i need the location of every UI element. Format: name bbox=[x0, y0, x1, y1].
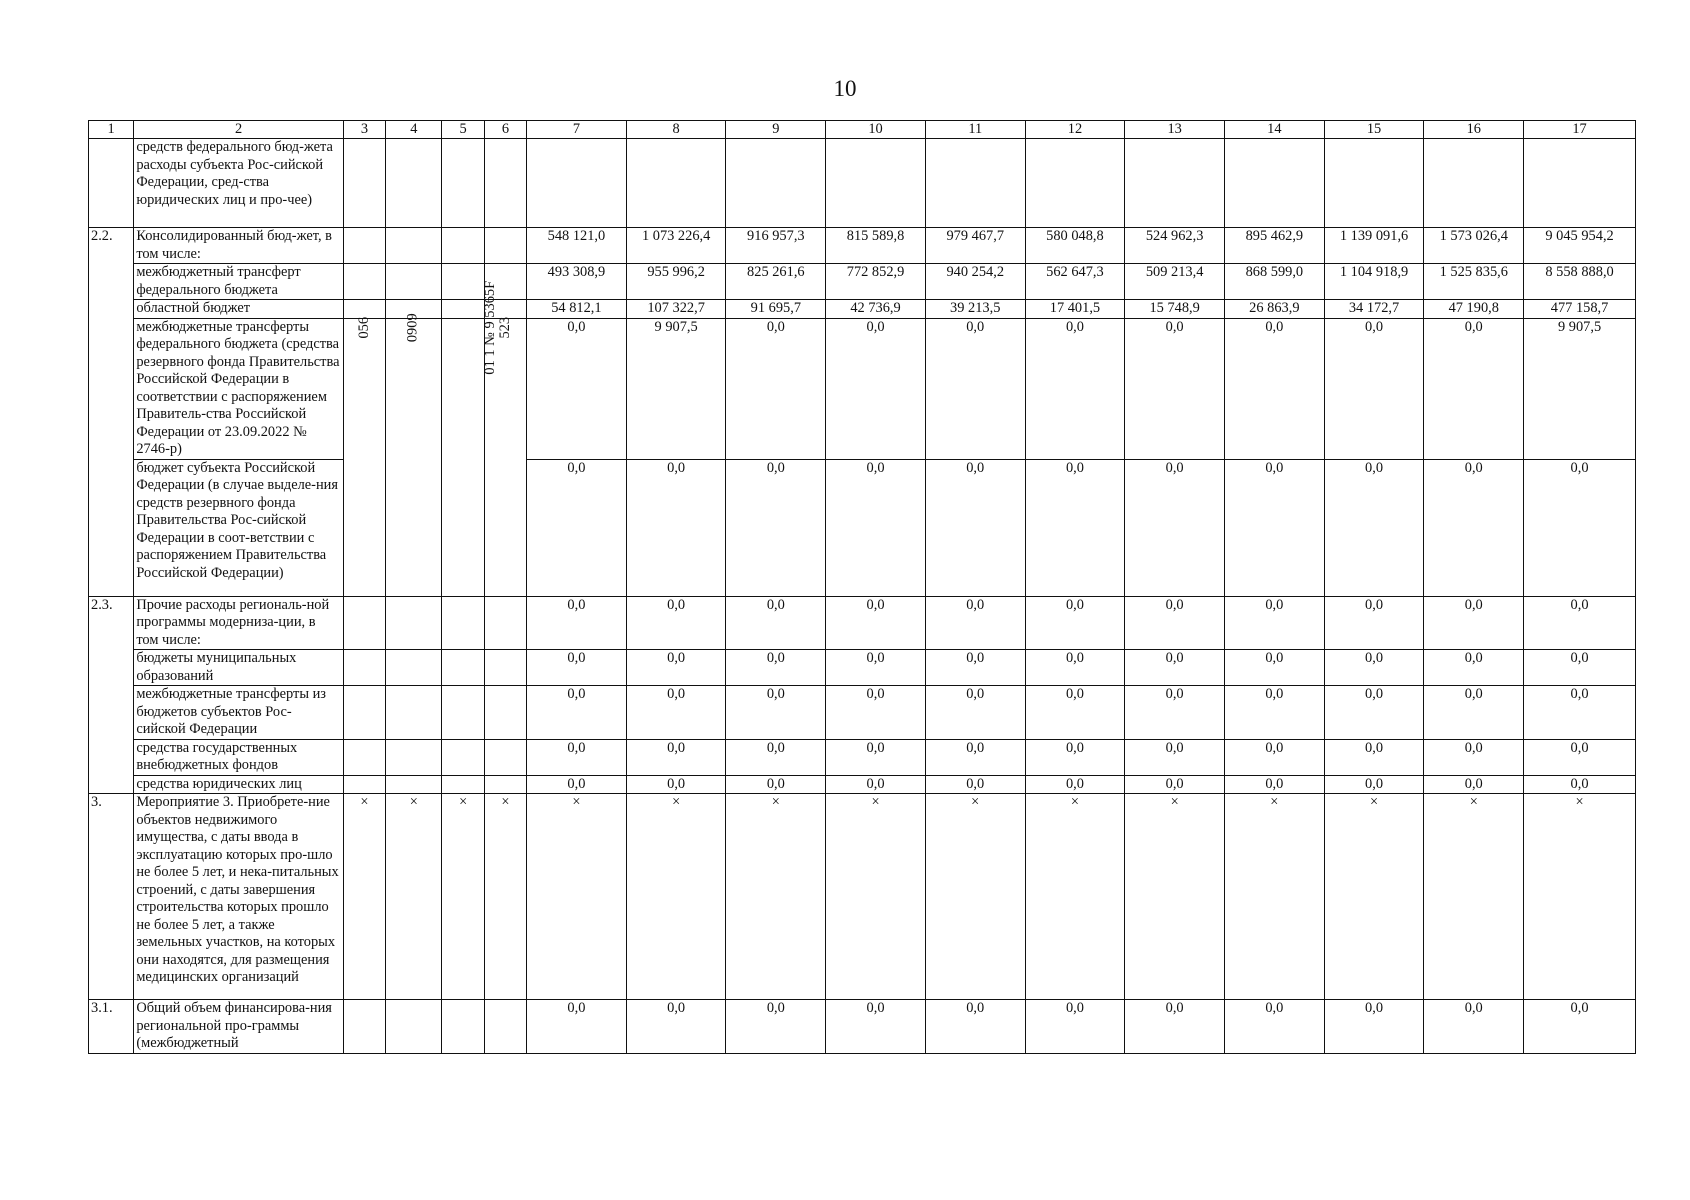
column-header-11: 11 bbox=[925, 121, 1025, 139]
value-cell: 0,0 bbox=[1424, 686, 1524, 740]
not-applicable-mark: × bbox=[1025, 794, 1125, 1000]
value-cell bbox=[1125, 139, 1225, 228]
value-cell: 107 322,7 bbox=[626, 300, 726, 319]
value-cell: 34 172,7 bbox=[1324, 300, 1424, 319]
code-text: 01 1 № 9 5365F bbox=[482, 280, 499, 375]
value-cell: 0,0 bbox=[1225, 739, 1325, 775]
value-cell: 0,0 bbox=[527, 686, 627, 740]
table-row bbox=[89, 794, 1636, 1000]
value-cell: 0,0 bbox=[1125, 650, 1225, 686]
value-cell: 47 190,8 bbox=[1424, 300, 1524, 319]
column-header-17: 17 bbox=[1524, 121, 1636, 139]
value-cell: 509 213,4 bbox=[1125, 264, 1225, 300]
empty-cell bbox=[386, 228, 442, 264]
value-cell: 0,0 bbox=[1225, 318, 1325, 459]
not-applicable-mark: × bbox=[1424, 794, 1524, 1000]
empty-cell bbox=[484, 139, 526, 228]
value-cell: 0,0 bbox=[726, 1000, 826, 1054]
table-body bbox=[89, 139, 1636, 1054]
value-cell: 1 073 226,4 bbox=[626, 228, 726, 264]
empty-cell bbox=[343, 596, 385, 650]
value-cell: 868 599,0 bbox=[1225, 264, 1325, 300]
value-cell: 0,0 bbox=[1524, 739, 1636, 775]
value-cell: 0,0 bbox=[726, 596, 826, 650]
not-applicable-mark: × bbox=[442, 794, 484, 1000]
value-cell: 0,0 bbox=[1225, 596, 1325, 650]
empty-cell bbox=[442, 300, 484, 319]
column-header-10: 10 bbox=[826, 121, 926, 139]
empty-cell bbox=[386, 686, 442, 740]
column-header-6: 6 bbox=[484, 121, 526, 139]
value-cell: 940 254,2 bbox=[925, 264, 1025, 300]
row-label: межбюджетные трансферты из бюджетов субъектов Рос-сийской Федерации bbox=[134, 686, 343, 740]
empty-cell bbox=[343, 139, 385, 228]
value-cell: 0,0 bbox=[626, 739, 726, 775]
value-cell: 0,0 bbox=[1125, 1000, 1225, 1054]
value-cell: 0,0 bbox=[826, 459, 926, 596]
value-cell bbox=[1424, 139, 1524, 228]
value-cell: 0,0 bbox=[1125, 318, 1225, 459]
value-cell: 477 158,7 bbox=[1524, 300, 1636, 319]
empty-cell bbox=[442, 775, 484, 794]
value-cell bbox=[1025, 139, 1125, 228]
column-header-3: 3 bbox=[343, 121, 385, 139]
value-cell: 0,0 bbox=[1424, 596, 1524, 650]
empty-cell bbox=[386, 139, 442, 228]
value-cell: 0,0 bbox=[1025, 650, 1125, 686]
value-cell bbox=[726, 139, 826, 228]
code-col3 bbox=[343, 318, 385, 596]
empty-cell bbox=[442, 264, 484, 300]
empty-cell bbox=[386, 264, 442, 300]
empty-cell bbox=[343, 775, 385, 794]
value-cell: 0,0 bbox=[1225, 775, 1325, 794]
empty-cell bbox=[484, 686, 526, 740]
empty-cell bbox=[343, 1000, 385, 1054]
value-cell: 0,0 bbox=[1424, 775, 1524, 794]
column-header-12: 12 bbox=[1025, 121, 1125, 139]
empty-cell bbox=[442, 596, 484, 650]
table-row bbox=[89, 1000, 1636, 1054]
row-label: межбюджетные трансферты федерального бюджета (средства резервного фонда Правительства Российской Федерации в соответствии с распоряжением Правитель-ства Российской Федерации от 23.09.2022 № 2746-р) bbox=[134, 318, 343, 459]
value-cell: 17 401,5 bbox=[1025, 300, 1125, 319]
value-cell: 524 962,3 bbox=[1125, 228, 1225, 264]
table-row bbox=[89, 300, 1636, 319]
not-applicable-mark: × bbox=[386, 794, 442, 1000]
value-cell: 0,0 bbox=[1524, 686, 1636, 740]
value-cell: 0,0 bbox=[527, 775, 627, 794]
value-cell: 0,0 bbox=[826, 650, 926, 686]
value-cell: 0,0 bbox=[925, 686, 1025, 740]
empty-cell bbox=[442, 739, 484, 775]
empty-cell bbox=[386, 596, 442, 650]
value-cell: 916 957,3 bbox=[726, 228, 826, 264]
value-cell: 0,0 bbox=[527, 739, 627, 775]
empty-cell bbox=[442, 139, 484, 228]
row-label: средства государственных внебюджетных фондов bbox=[134, 739, 343, 775]
empty-cell bbox=[343, 300, 385, 319]
not-applicable-mark: × bbox=[343, 794, 385, 1000]
value-cell: 0,0 bbox=[1225, 1000, 1325, 1054]
value-cell: 0,0 bbox=[925, 775, 1025, 794]
row-label: средств федерального бюд-жета расходы субъекта Рос-сийской Федерации, сред-ства юридических лиц и про-чее) bbox=[134, 139, 343, 228]
value-cell: 54 812,1 bbox=[527, 300, 627, 319]
value-cell: 0,0 bbox=[1324, 775, 1424, 794]
value-cell bbox=[1225, 139, 1325, 228]
value-cell: 0,0 bbox=[826, 318, 926, 459]
value-cell: 0,0 bbox=[826, 739, 926, 775]
row-label: Мероприятие 3. Приобрете-ние объектов недвижимого имущества, с даты ввода в эксплуатацию которых про-шло не более 5 лет, и нека-питальных строений, с даты завершения строительства которых прошло не более 5 лет, а также земельных участков, на которых они находятся, для размещения медицинских организаций bbox=[134, 794, 343, 1000]
empty-cell bbox=[386, 775, 442, 794]
value-cell: 0,0 bbox=[925, 739, 1025, 775]
value-cell: 0,0 bbox=[626, 459, 726, 596]
code-text: 0909 bbox=[405, 312, 422, 342]
value-cell: 8 558 888,0 bbox=[1524, 264, 1636, 300]
empty-cell bbox=[343, 264, 385, 300]
not-applicable-mark: × bbox=[726, 794, 826, 1000]
value-cell: 0,0 bbox=[1524, 1000, 1636, 1054]
row-label: бюджеты муниципальных образований bbox=[134, 650, 343, 686]
empty-cell bbox=[343, 686, 385, 740]
empty-cell bbox=[484, 596, 526, 650]
empty-cell bbox=[386, 1000, 442, 1054]
table-row bbox=[89, 596, 1636, 650]
value-cell: 0,0 bbox=[925, 1000, 1025, 1054]
page-number: 10 bbox=[833, 76, 857, 101]
value-cell: 0,0 bbox=[626, 596, 726, 650]
empty-cell bbox=[442, 650, 484, 686]
value-cell: 15 748,9 bbox=[1125, 300, 1225, 319]
row-label: средства юридических лиц bbox=[134, 775, 343, 794]
value-cell bbox=[1524, 139, 1636, 228]
value-cell: 0,0 bbox=[1225, 686, 1325, 740]
value-cell: 0,0 bbox=[1025, 318, 1125, 459]
table-row bbox=[89, 775, 1636, 794]
value-cell: 0,0 bbox=[1125, 596, 1225, 650]
value-cell bbox=[626, 139, 726, 228]
column-header-9: 9 bbox=[726, 121, 826, 139]
table-row bbox=[89, 228, 1636, 264]
column-header-13: 13 bbox=[1125, 121, 1225, 139]
value-cell: 0,0 bbox=[1025, 459, 1125, 596]
not-applicable-mark: × bbox=[1524, 794, 1636, 1000]
value-cell: 0,0 bbox=[1125, 739, 1225, 775]
value-cell: 9 907,5 bbox=[1524, 318, 1636, 459]
budget-table bbox=[88, 120, 1636, 1054]
value-cell: 0,0 bbox=[726, 318, 826, 459]
empty-cell bbox=[442, 1000, 484, 1054]
value-cell: 0,0 bbox=[527, 1000, 627, 1054]
empty-cell bbox=[343, 228, 385, 264]
value-cell: 0,0 bbox=[826, 775, 926, 794]
value-cell: 0,0 bbox=[1524, 459, 1636, 596]
not-applicable-mark: × bbox=[626, 794, 726, 1000]
empty-cell bbox=[484, 775, 526, 794]
value-cell: 0,0 bbox=[1324, 650, 1424, 686]
column-header-1: 1 bbox=[89, 121, 134, 139]
value-cell: 0,0 bbox=[527, 650, 627, 686]
value-cell: 0,0 bbox=[626, 686, 726, 740]
value-cell: 0,0 bbox=[1324, 686, 1424, 740]
row-label: Общий объем финансирова-ния региональной про-граммы (межбюджетный bbox=[134, 1000, 343, 1054]
not-applicable-mark: × bbox=[484, 794, 526, 1000]
row-label: межбюджетный трансферт федерального бюджета bbox=[134, 264, 343, 300]
not-applicable-mark: × bbox=[1125, 794, 1225, 1000]
value-cell: 0,0 bbox=[1324, 596, 1424, 650]
row-index bbox=[89, 139, 134, 228]
value-cell: 0,0 bbox=[1324, 318, 1424, 459]
value-cell: 1 573 026,4 bbox=[1424, 228, 1524, 264]
value-cell: 895 462,9 bbox=[1225, 228, 1325, 264]
value-cell: 0,0 bbox=[1324, 1000, 1424, 1054]
table-row bbox=[89, 739, 1636, 775]
value-cell: 0,0 bbox=[1424, 459, 1524, 596]
table-row bbox=[89, 264, 1636, 300]
empty-cell bbox=[343, 739, 385, 775]
column-header-2: 2 bbox=[134, 121, 343, 139]
value-cell: 0,0 bbox=[527, 318, 627, 459]
value-cell: 0,0 bbox=[1424, 650, 1524, 686]
column-header-4: 4 bbox=[386, 121, 442, 139]
value-cell: 1 139 091,6 bbox=[1324, 228, 1424, 264]
value-cell: 0,0 bbox=[925, 596, 1025, 650]
value-cell: 0,0 bbox=[626, 1000, 726, 1054]
value-cell: 0,0 bbox=[826, 596, 926, 650]
value-cell: 0,0 bbox=[1025, 686, 1125, 740]
value-cell: 0,0 bbox=[1424, 1000, 1524, 1054]
row-label: бюджет субъекта Российской Федерации (в случае выделе-ния средств резервного фонда Правительства Рос-сийской Федерации в соот-ветствии с распоряжением Правительства Российской Федерации) bbox=[134, 459, 343, 596]
table-row bbox=[89, 686, 1636, 740]
value-cell: 772 852,9 bbox=[826, 264, 926, 300]
value-cell: 0,0 bbox=[1424, 739, 1524, 775]
table-row bbox=[89, 318, 1636, 459]
value-cell: 0,0 bbox=[527, 459, 627, 596]
value-cell: 825 261,6 bbox=[726, 264, 826, 300]
table-row bbox=[89, 459, 1636, 596]
value-cell: 0,0 bbox=[1225, 459, 1325, 596]
value-cell: 0,0 bbox=[1424, 318, 1524, 459]
value-cell: 1 525 835,6 bbox=[1424, 264, 1524, 300]
value-cell: 0,0 bbox=[826, 686, 926, 740]
row-label: Прочие расходы региональ-ной программы модерниза-ции, в том числе: bbox=[134, 596, 343, 650]
not-applicable-mark: × bbox=[925, 794, 1025, 1000]
value-cell: 0,0 bbox=[1125, 686, 1225, 740]
value-cell: 0,0 bbox=[925, 459, 1025, 596]
column-header-14: 14 bbox=[1225, 121, 1325, 139]
value-cell: 91 695,7 bbox=[726, 300, 826, 319]
row-label: областной бюджет bbox=[134, 300, 343, 319]
value-cell: 0,0 bbox=[826, 1000, 926, 1054]
empty-cell bbox=[442, 228, 484, 264]
column-header-16: 16 bbox=[1424, 121, 1524, 139]
header-row bbox=[89, 121, 1636, 139]
value-cell: 0,0 bbox=[925, 650, 1025, 686]
column-header-8: 8 bbox=[626, 121, 726, 139]
not-applicable-mark: × bbox=[1225, 794, 1325, 1000]
value-cell: 0,0 bbox=[925, 318, 1025, 459]
value-cell: 0,0 bbox=[527, 596, 627, 650]
value-cell bbox=[527, 139, 627, 228]
value-cell: 0,0 bbox=[1225, 650, 1325, 686]
value-cell: 580 048,8 bbox=[1025, 228, 1125, 264]
empty-cell bbox=[484, 650, 526, 686]
value-cell: 0,0 bbox=[1025, 596, 1125, 650]
not-applicable-mark: × bbox=[826, 794, 926, 1000]
empty-cell bbox=[484, 1000, 526, 1054]
value-cell: 562 647,3 bbox=[1025, 264, 1125, 300]
value-cell bbox=[826, 139, 926, 228]
empty-cell bbox=[484, 228, 526, 264]
value-cell: 9 907,5 bbox=[626, 318, 726, 459]
value-cell: 0,0 bbox=[726, 686, 826, 740]
empty-cell bbox=[386, 739, 442, 775]
empty-cell bbox=[484, 739, 526, 775]
value-cell: 955 996,2 bbox=[626, 264, 726, 300]
value-cell: 0,0 bbox=[1524, 596, 1636, 650]
value-cell: 0,0 bbox=[1524, 650, 1636, 686]
value-cell: 0,0 bbox=[1524, 775, 1636, 794]
value-cell: 1 104 918,9 bbox=[1324, 264, 1424, 300]
value-cell: 39 213,5 bbox=[925, 300, 1025, 319]
column-header-7: 7 bbox=[527, 121, 627, 139]
value-cell: 548 121,0 bbox=[527, 228, 627, 264]
code-text: 056 bbox=[355, 316, 372, 339]
value-cell: 0,0 bbox=[1025, 775, 1125, 794]
row-index: 3.1. bbox=[89, 1000, 134, 1054]
value-cell: 0,0 bbox=[1025, 739, 1125, 775]
table-row bbox=[89, 139, 1636, 228]
value-cell bbox=[1324, 139, 1424, 228]
value-cell: 979 467,7 bbox=[925, 228, 1025, 264]
value-cell: 0,0 bbox=[1125, 459, 1225, 596]
value-cell: 0,0 bbox=[1025, 1000, 1125, 1054]
value-cell: 0,0 bbox=[626, 650, 726, 686]
value-cell: 9 045 954,2 bbox=[1524, 228, 1636, 264]
value-cell: 0,0 bbox=[1324, 739, 1424, 775]
code-col5 bbox=[442, 280, 499, 596]
row-label: Консолидированный бюд-жет, в том числе: bbox=[134, 228, 343, 264]
not-applicable-mark: × bbox=[527, 794, 627, 1000]
value-cell: 42 736,9 bbox=[826, 300, 926, 319]
table-row bbox=[89, 650, 1636, 686]
row-index: 2.2. bbox=[89, 228, 134, 597]
row-index: 3. bbox=[89, 794, 134, 1000]
code-col4 bbox=[386, 312, 442, 596]
empty-cell bbox=[386, 650, 442, 686]
value-cell: 0,0 bbox=[726, 650, 826, 686]
value-cell: 0,0 bbox=[726, 459, 826, 596]
value-cell: 0,0 bbox=[1324, 459, 1424, 596]
value-cell: 0,0 bbox=[726, 739, 826, 775]
value-cell: 0,0 bbox=[626, 775, 726, 794]
row-index: 2.3. bbox=[89, 596, 134, 794]
value-cell: 0,0 bbox=[1125, 775, 1225, 794]
empty-cell bbox=[442, 686, 484, 740]
value-cell bbox=[925, 139, 1025, 228]
value-cell: 26 863,9 bbox=[1225, 300, 1325, 319]
code-text: 523 bbox=[496, 316, 513, 339]
value-cell: 815 589,8 bbox=[826, 228, 926, 264]
value-cell: 0,0 bbox=[726, 775, 826, 794]
empty-cell bbox=[343, 650, 385, 686]
value-cell: 493 308,9 bbox=[527, 264, 627, 300]
column-header-5: 5 bbox=[442, 121, 484, 139]
column-header-15: 15 bbox=[1324, 121, 1424, 139]
not-applicable-mark: × bbox=[1324, 794, 1424, 1000]
